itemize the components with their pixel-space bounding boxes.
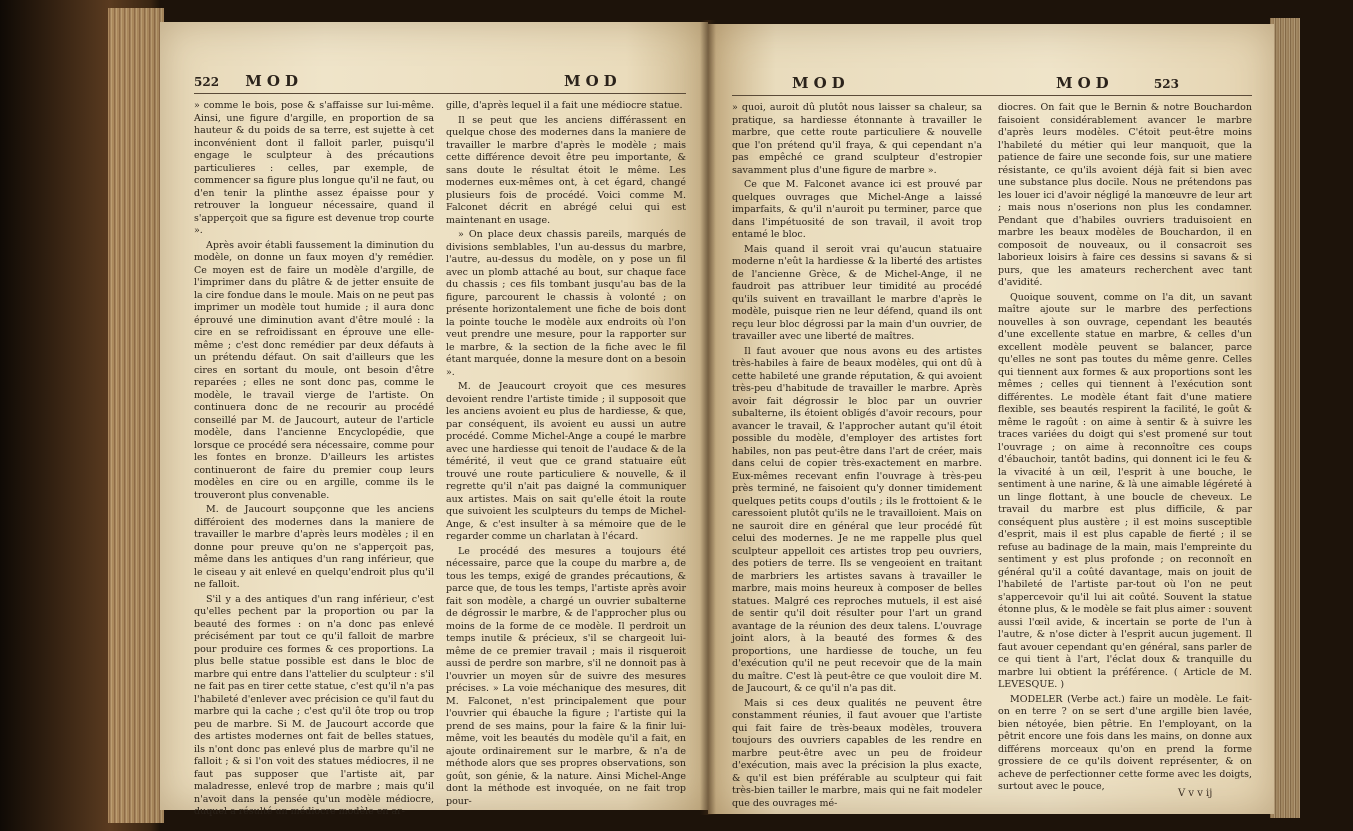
left-running-head-1: MOD xyxy=(245,72,303,90)
paragraph: Mais si ces deux qualités ne peuvent être constamment réunies, il faut avouer que l'artiste qui fait faire de très-beaux modèles, trouvera toujours des ouvriers capables de les rendre en marbre peut-être avec un peu de froideur d'exécution, mais avec la précision la plus exacte, & qu'il est bien préférable au sculpteur qui fait très-bien tailler le marbre, mais qui ne fait modeler que des ouvrages mé- xyxy=(732,697,982,809)
right-running-head-1: MOD xyxy=(792,74,850,92)
paragraph: Il faut avouer que nous avons eu des artistes très-habiles à faire de beaux modèles, qui ont dû à cette habileté une grande réputation, & qui avoient très-peu d'habitude de travailler le marbre. Après avoir fait dégrossir le bloc par un ouvrier subalterne, ils étoient obligés d'avoir recours, pour avancer le travail, & l'approcher autant qu'il étoit possible du modèle, d'employer des artistes fort habiles, non pas peut-être dans l'art de créer, mais dans celui de copier très-exactement en marbre. Eux-mêmes recevant enfin l'ouvrage à très-peu près terminé, ne faisoient qu'y donner timidement quelques petits coups d'outils ; ils le frottoient & le caressoient plutôt qu'ils ne le travailloient. Mais on ne sauroit dire en général que leur procédé fût celui des modernes. Je ne me rappelle plus quel sculpteur appelloit ces artistes trop peu ouvriers, des potiers de terre. Ils se vengeoient en traitant de marbriers les artistes savans à travailler le marbre, mais moins heureux à composer de belles statues. Malgré ces reproches mutuels, il est aisé de sentir qu'il doit résulter pour l'art un grand avantage de la réunion des deux talens. L'ouvrage joint alors, à la beauté des formes & des proportions, une hardiesse de touche, un feu d'exécution qu'il ne peut recevoir que de la main du maître. C'est là peut-être ce que vouloit dire M. de Jaucourt, & ce qu'il n'a pas dit. xyxy=(732,345,982,694)
left-page xyxy=(160,22,708,817)
left-page-number: 522 xyxy=(194,75,220,89)
right-page-header-right xyxy=(1056,74,1179,92)
book-gutter xyxy=(700,20,716,815)
left-column-1 xyxy=(194,100,434,817)
paragraph: gille, d'après lequel il a fait une médiocre statue. xyxy=(446,100,683,111)
right-running-head-2: MOD xyxy=(1056,74,1114,92)
right-page xyxy=(708,24,1274,814)
paragraph: MODELER (Verbe act.) faire un modèle. Le fait-on en terre ? on se sert d'une argille bien lavée, bien nétoyée, bien pêtrie. En l'employant, on la pêtrit encore une fois dans les mains, on donne aux différens morceaux qu'on en prend la forme grossiere de ce qu'ils doivent représenter, & on acheve de perfectionner cette forme avec les doigts, surtout avec le pouce, xyxy=(998,693,1252,792)
paragraph: S'il y a des antiques d'un rang inférieur, c'est qu'elles pechent par la proportion ou par la beauté des formes : on n'a donc pas enlevé précisément par tout ce qu'il falloit de marbre pour produire ces formes & ces proportions. La plus belle statue possible est dans le bloc de marbre qui entre dans l'attelier du sculpteur : s'il ne fait pas en tirer cette statue, c'est qu'il n'a pas l'habileté d'enlever avec précision ce qu'il faut du marbre qui la cache ; c'est qu'il ôte trop ou trop peu de marbre. Si M. de Jaucourt accorde que des artistes modernes ont fait de belles statues, ils n'ont donc pas enlevé plus de marbre qu'il ne falloit ; & si l'on voit des statues médiocres, il ne faut pas supposer que l'artiste ait, par maladresse, enlevé trop de marbre ; mais qu'il n'avoit dans la pensée qu'un modèle médiocre, duquel a résulté un médiocre modèle en ar- xyxy=(194,593,434,817)
left-column-2 xyxy=(446,100,686,807)
page-edges-right xyxy=(1270,18,1300,818)
paragraph: M. de Jaucourt soupçonne que les anciens différoient des modernes dans la maniere de travailler le marbre d'après leurs modèles ; il en donne pour preuve qu'on ne s'apperçoit pas, même dans les antiques d'un rang inférieur, que le ciseau y ait enlevé en quelqu'endroit plus qu'il ne falloit. xyxy=(194,504,434,590)
paragraph: Quoique souvent, comme on l'a dit, un savant maître ajoute sur le marbre des perfections nouvelles à son ouvrage, cependant les beautés d'une excellente statue en marbre, & celles d'un excellent modèle peuvent se balancer, parce qu'elles ne sont pas toutes du même genre. Celles qui tiennent aux formes & aux proportions sont les mêmes ; celles qui tiennent à l'exécution sont différentes. Le modèle étant fait d'une matiere flexible, ses beautés respirent la facilité, le goût & même le ragoût : on aime à sentir & à suivre les traces variées du doigt qui s'est promené sur tout l'ouvrage ; on aime à reconnoître ces coups d'ébauchoir, tantôt badins, qui donnent ici le feu & la vivacité à un œil, l'esprit à une bouche, le sentiment à une narine, & là une aimable légéreté à un linge flottant, à une boucle de cheveux. Le travail du marbre est plus difficile, & par conséquent plus austère ; il est moins susceptible d'esprit, mais il est plus capable de fierté ; il se refuse au badinage de la main, mais l'empreinte du sentiment y est plus profonde ; on reconnoît en général qu'il a coûté davantage, mais on jouit de l'habileté de l'artiste par-tout où l'on ne peut s'appercevoir qu'il lui ait coûté. Souvent la statue étonne plus, & le modèle se fait plus aimer : souvent aussi l'œil avide, & incertain se porte de l'un à l'autre, & n'ose dicter à l'esprit aucun jugement. Il faut avouer cependant qu'en général, sans parler de ce qui tient à l'art, l'éclat doux & tranquille du marbre lui obtient la préférence. ( Article de M. LEVESQUE. ) xyxy=(998,291,1252,690)
right-header-rule xyxy=(732,95,1252,96)
right-page-number: 523 xyxy=(1153,77,1179,91)
paragraph: Après avoir établi faussement la diminution du modèle, on donne un faux moyen d'y remédier. Ce moyen est de faire un modèle d'argille, de l'imprimer dans du plâtre & de jetter ensuite de la cire fondue dans le moule. Mais on ne peut pas imprimer un modèle tout humide ; il aura donc éprouvé une diminution avant d'être moulé : la cire en se refroidissant en éprouve une elle-même ; c'est donc remédier par deux défauts à un prétendu défaut. On sait d'ailleurs que les cires en sortant du moule, ont besoin d'être reparées ; elles ne sont donc pas, comme le modèle, le travail vierge de l'artiste. On continuera donc de ne recourir au procédé conseillé par M. de Jaucourt, auteur de l'article modèle, dans l'ancienne Encyclopédie, que lorsque ce procédé sera nécessaire, comme pour les fontes en bronze. D'ailleurs les artistes continueront de faire du premier coup leurs modèles en cire ou en argille, comme ils le trouveront plus convenable. xyxy=(194,239,434,501)
paragraph: diocres. On fait que le Bernin & notre Bouchardon faisoient considérablement avancer le marbre d'après leurs modèles. C'étoit peut-être moins l'habileté du métier qui leur manquoit, que la patience de faire une seconde fois, sur une matiere résistante, ce qu'ils avoient déjà fait si bien avec une substance plus docile. Nous ne prétendons pas les louer ici d'avoir négligé la manœuvre de leur art ; mais nous n'oserions non plus les condamner. Pendant que d'habiles ouvriers traduisoient en marbre les beaux modèles de Bouchardon, il en composoit de nouveaux, ou il consacroit ses laborieux loisirs à faire ces dessins si savans & si purs, que les amateurs recherchent avec tant d'avidité. xyxy=(998,102,1252,288)
left-header-rule xyxy=(194,93,686,94)
right-column-1 xyxy=(732,102,982,809)
paragraph: » quoi, auroit dû plutôt nous laisser sa chaleur, sa pratique, sa hardiesse étonnante à travailler le marbre, que cette route particuliere & nouvelle que l'on prétend qu'il fraya, & qui cependant n'a pas empêché ce grand sculpteur d'estropier savamment plus d'une figure de marbre ». xyxy=(732,102,982,176)
paragraph: » On place deux chassis pareils, marqués de divisions semblables, l'un au-dessus du marbre, l'autre, au-dessus du modèle, on y pose un fil avec un plomb attaché au bout, sur chaque face du chassis ; ces fils tombant jusqu'au bas de la figure, parcourent le chassis à volonté ; on présente horizontalement une fiche de bois dont la pointe touche le modèle aux endroits où l'on veut prendre une mesure, pour la rapporter sur le marbre, & la section de la fiche avec le fil étant marquée, donne la mesure dont on a besoin ». xyxy=(446,229,686,378)
left-page-header-left xyxy=(194,72,303,90)
paragraph: Mais quand il seroit vrai qu'aucun statuaire moderne n'eût la hardiesse & la liberté des artistes de l'ancienne Grèce, & de Michel-Ange, il ne faudroit pas attribuer leur timidité au procédé qu'ils suivent en travaillant le marbre d'après le modèle, puisque rien ne leur défend, quand ils ont reçu leur bloc dégrossi par la main d'un ouvrier, de travailler avec une liberté de maîtres. xyxy=(732,243,982,342)
paragraph: Ce que M. Falconet avance ici est prouvé par quelques ouvrages que Michel-Ange a laissé imparfaits, & qu'il n'auroit pu terminer, parce que dans l'impétuosité de son travail, il avoit trop entamé le bloc. xyxy=(732,179,982,240)
page-edges-left xyxy=(108,8,164,823)
paragraph: M. de Jeaucourt croyoit que ces mesures devoient rendre l'artiste timide ; il supposoit que les anciens avoient eu plus de hardiesse, & que, par conséquent, ils avoient eu aussi un autre procédé. Comme Michel-Ange a coupé le marbre avec une hardiesse qui tenoit de l'audace & de la témérité, il veut que ce grand statuaire eût trouvé une route particuliere & nouvelle, & il regrette qu'il n'ait pas daigné la communiquer aux artistes. Mais on sait qu'elle étoit la route que suivoient les sculpteurs du temps de Michel-Ange, & c'est insulter à sa mémoire que de le regarder comme un charlatan à l'écard. xyxy=(446,381,686,542)
right-column-2 xyxy=(998,102,1252,804)
paragraph: Le procédé des mesures a toujours été nécessaire, parce que la coupe du marbre a, de tous les temps, exigé de grandes précautions, & parce que, de tous les temps, l'artiste après avoir fait son modèle, a chargé un ouvrier subalterne de dégrossir le marbre, & de l'approcher plus ou moins de la forme de ce modèle. Il perdroit un temps inutile & précieux, s'il se chargeoit lui-même de ce premier travail ; mais il risqueroit aussi de perdre son marbre, s'il ne donnoit pas à l'ouvrier un moyen sûr de suivre des mesures précises. » La voie méchanique des mesures, dit M. Falconet, n'est principalement que pour l'ouvrier qui ébauche la figure ; l'artiste qui la prend de ses mains, pour la faire & la finir lui-même, voit les beautés du modèle qu'il a fait, en ajoute ordinairement sur le marbre, & n'a de méthode alors que ses propres observations, son goût, son génie, & la nature. Ainsi Michel-Ange dont la méthode est invoquée, on ne fait trop pour- xyxy=(446,545,686,807)
left-running-head-2: MOD xyxy=(564,72,622,90)
signature-mark: V v v ij xyxy=(1178,788,1213,799)
paragraph: » comme le bois, pose & s'affaisse sur lui-même. Ainsi, une figure d'argille, en proportion de sa hauteur & du poids de sa terre, est sujette à cet inconvénient dont il falloit parler, puisqu'il engage le sculpteur à des précautions particulieres : celles, par exemple, de commencer sa figure plus longue qu'il ne faut, ou d'en tenir la plinthe assez épaisse pour y retrouver la longueur nécessaire, quand il s'apperçoit que sa figure est devenue trop courte ». xyxy=(194,100,434,236)
paragraph: Il se peut que les anciens différassent en quelque chose des modernes dans la maniere de travailler le marbre d'après le modèle ; mais cette différence devoit être peu importante, & sans doute le résultat étoit le même. Les modernes eux-mêmes ont, à cet égard, changé plusieurs fois de procédé. Voici comme M. Falconet décrit en abrégé celui qui est maintenant en usage. xyxy=(446,114,686,226)
